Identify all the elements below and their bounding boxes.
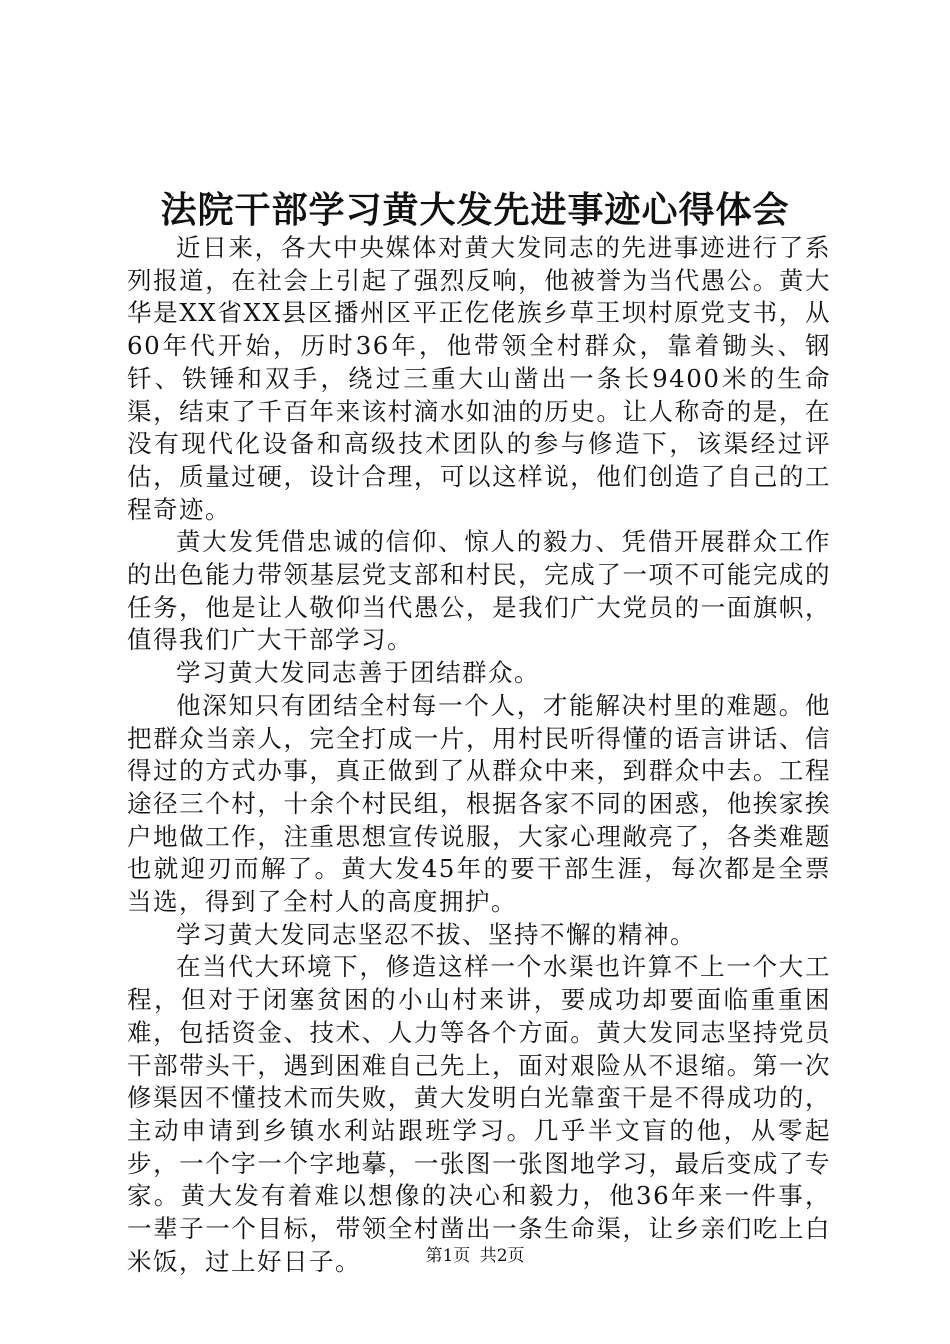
section-heading: 学习黄大发同志坚忍不拔、坚持不懈的精神。 <box>176 919 696 949</box>
paragraph: 在当代大环境下，修造这样一个水渠也许算不上一个大工程，但对于闭塞贫困的小山村来讲，要成功却要面临重重困难，包括资金、技术、人力等各个方面。黄大发同志坚持党员干部带头干，遇到困难自己先上，面对艰险从不退缩。第一次修渠因不懂技术而失败，黄大发明白光靠蛮干是不得成功的，主动申请到乡镇水利站跟班学习。几乎半文盲的他，从零起步，一个字一个字地摹，一张图一张图地学习，最后变成了专家。黄大发有着难以想像的决心和毅力，他36年来一件事，一辈子一个目标，带领全村凿出一条生命渠，让乡亲们吃上白米饭，过上好日子。 <box>127 952 831 1276</box>
paragraph: 黄大发凭借忠诚的信仰、惊人的毅力、凭借开展群众工作的出色能力带领基层党支部和村民，完成了一项不可能完成的任务，他是让人敬仰当代愚公，是我们广大党员的一面旗帜，值得我们广大干部学习。 <box>127 527 831 655</box>
document-title: 法院干部学习黄大发先进事迹心得体会 <box>160 189 790 231</box>
paragraph: 他深知只有团结全村每一个人，才能解决村里的难题。他把群众当亲人，完全打成一片，用村民听得懂的语言讲话、信得过的方式办事，真正做到了从群众中来，到群众中去。工程途径三个村，十余个村民组，根据各家不同的困惑，他挨家挨户地做工作，注重思想宣传说服，大家心理敞亮了，各类难题也就迎刃而解了。黄大发45年的要干部生涯，每次都是全票当选，得到了全村人的高度拥护。 <box>127 690 831 917</box>
document-body <box>127 232 831 1279</box>
page-number-current: 第1页 <box>425 1246 471 1266</box>
section-heading: 学习黄大发同志善于团结群众。 <box>176 658 540 688</box>
page-number-total: 共2页 <box>479 1246 525 1266</box>
paragraph: 近日来，各大中央媒体对黄大发同志的先进事迹进行了系列报道，在社会上引起了强烈反响，他被誉为当代愚公。黄大华是XX省XX县区播州区平正仡佬族乡草王坝村原党支书，从60年代开始，历时36年，他带领全村群众，靠着锄头、钢钎、铁锤和双手，绕过三重大山凿出一条长9400米的生命渠，结束了千百年来该村滴水如油的历史。让人称奇的是，在没有现代化设备和高级技术团队的参与修造下，该渠经过评估，质量过硬，设计合理，可以这样说，他们创造了自己的工程奇迹。 <box>127 233 831 524</box>
page-footer <box>0 1244 950 1268</box>
